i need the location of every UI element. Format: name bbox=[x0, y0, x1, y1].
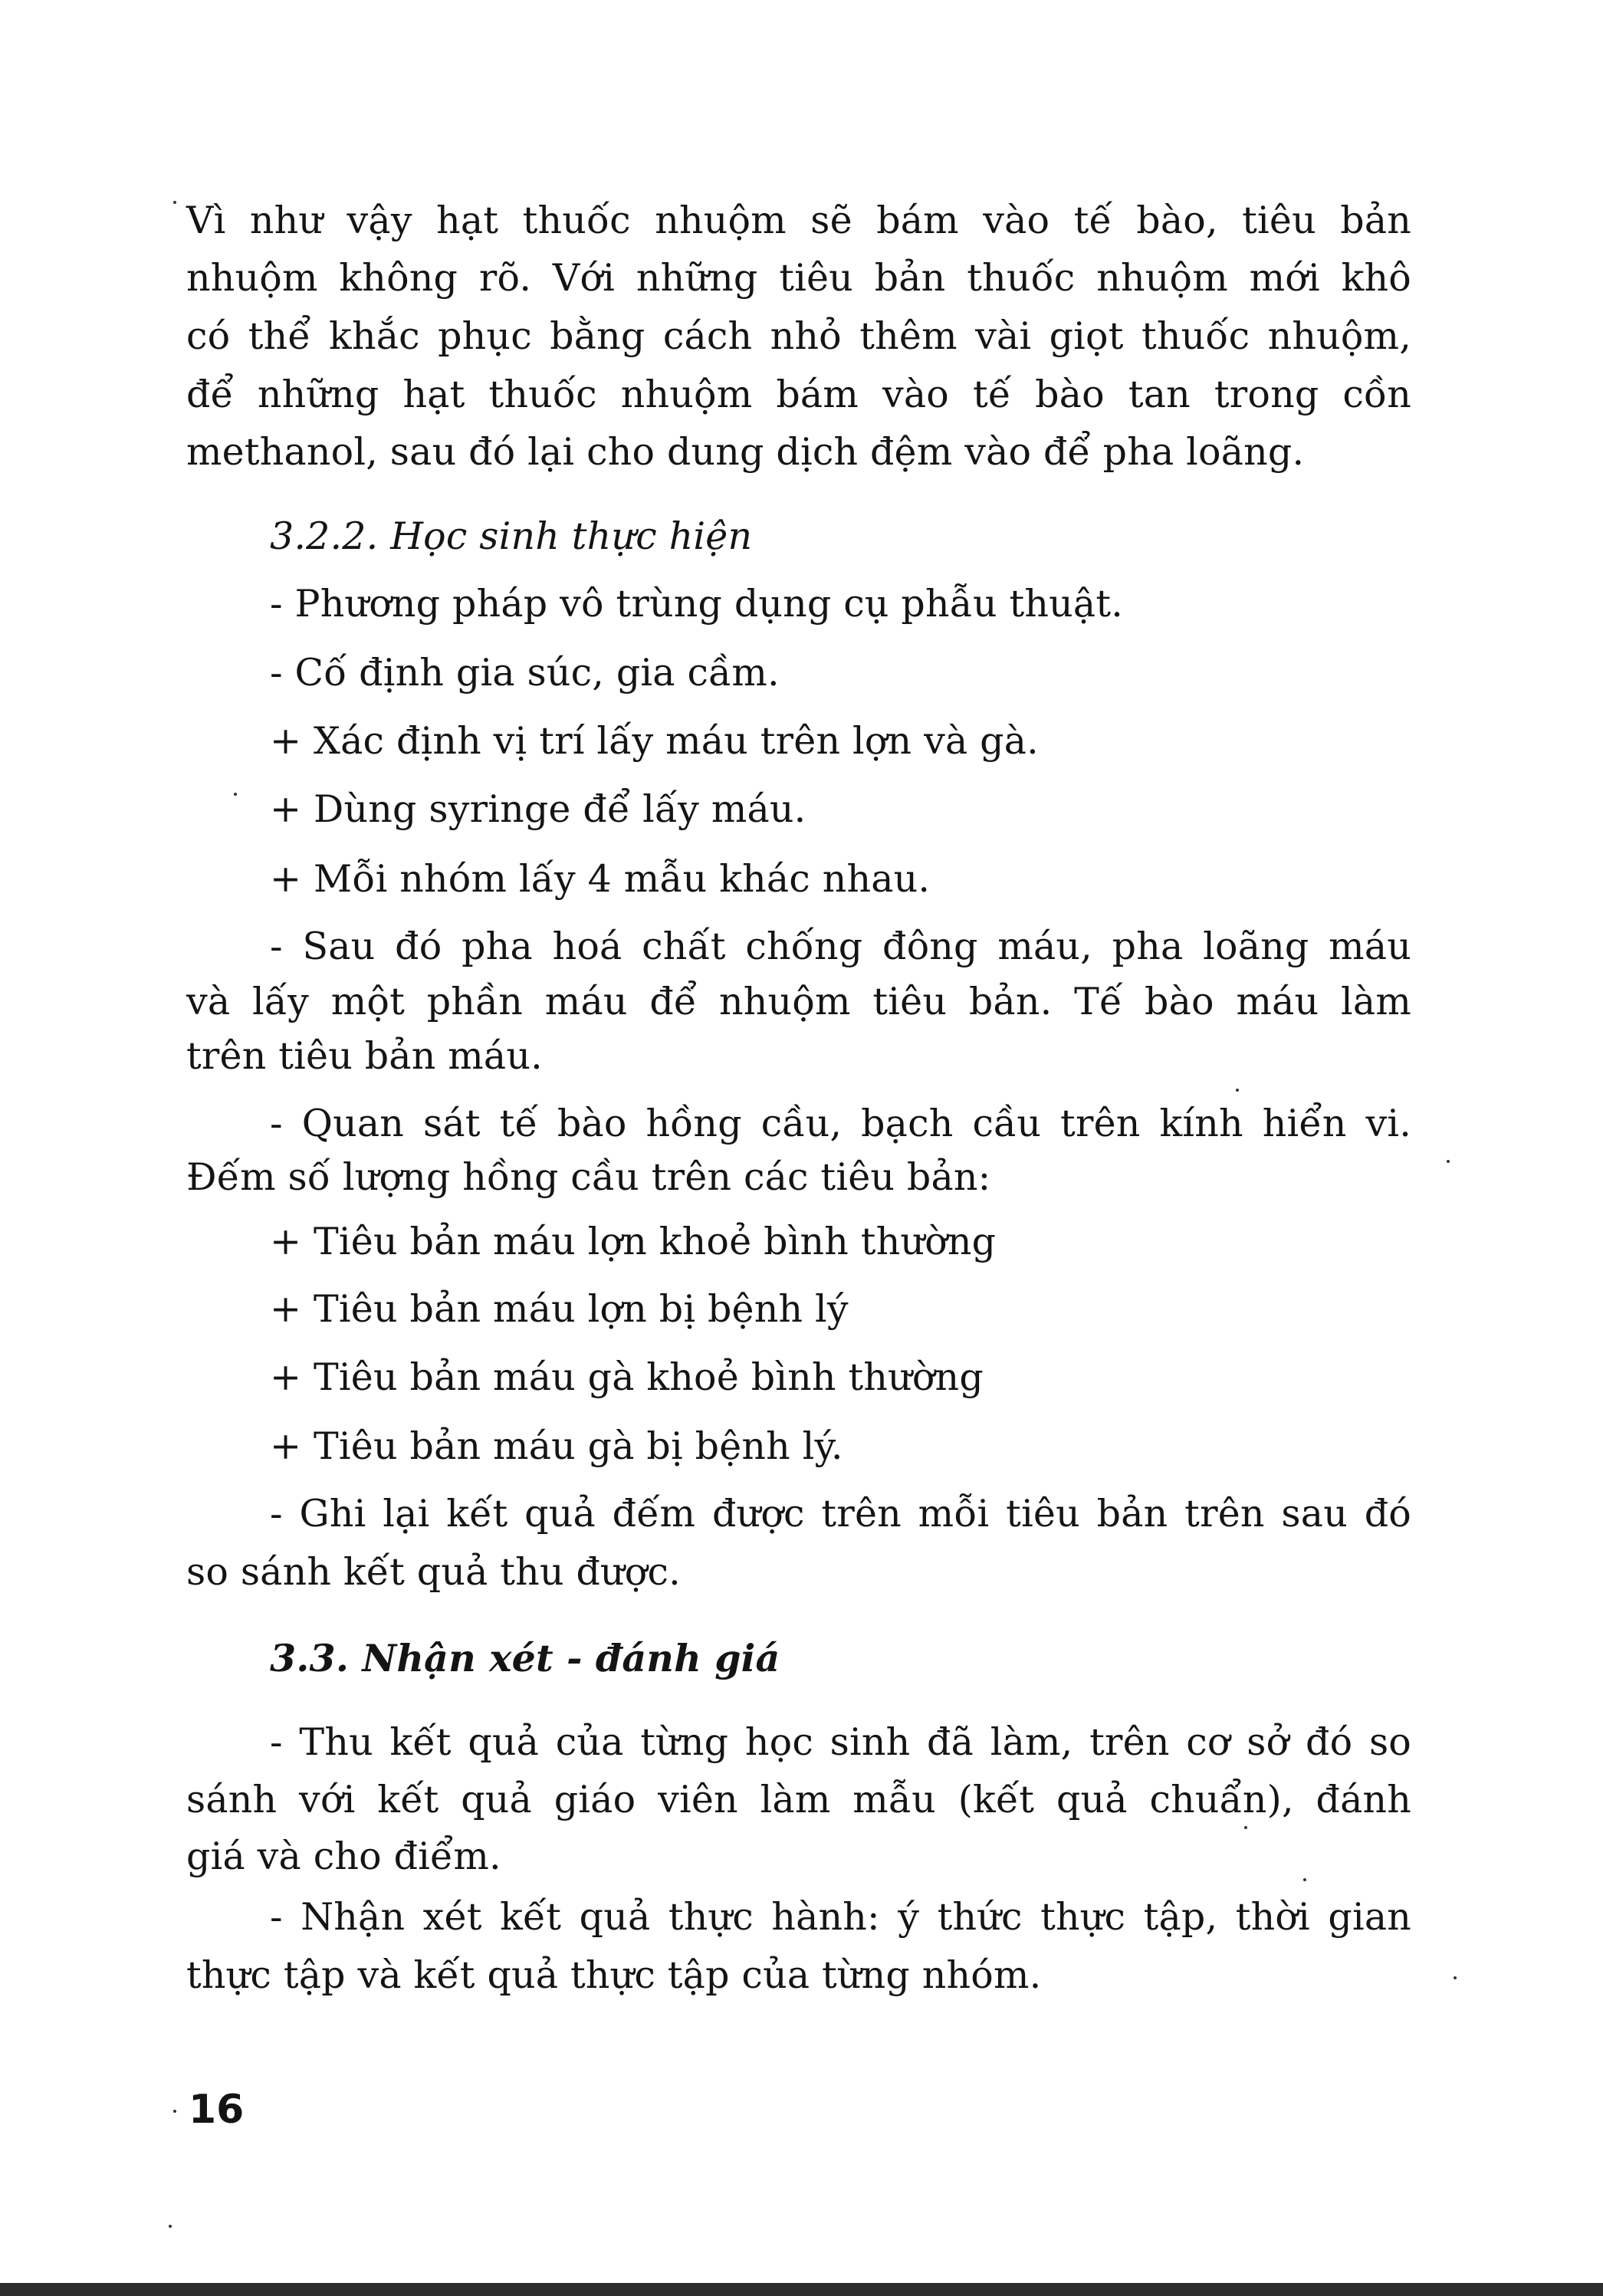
record-line-1: - Ghi lại kết quả đếm được trên mỗi tiêu bản trên sau đó bbox=[270, 1492, 1411, 1536]
page-number: 16 bbox=[189, 2087, 245, 2133]
section-heading-3-2-2: 3.2.2. Học sinh thực hiện bbox=[270, 514, 753, 558]
slide-item-chicken-healthy: + Tiêu bản máu gà khoẻ bình thường bbox=[270, 1355, 984, 1399]
comment-line-1: - Nhận xét kết quả thực hành: ý thức thực tập, thời gian bbox=[270, 1895, 1411, 1939]
dilute-line-3: trên tiêu bản máu. bbox=[186, 1034, 543, 1078]
slide-item-chicken-sick: + Tiêu bản máu gà bị bệnh lý. bbox=[270, 1424, 843, 1468]
scan-speck bbox=[1236, 1089, 1239, 1092]
scan-speck bbox=[1447, 1160, 1450, 1163]
collect-line-3: giá và cho điểm. bbox=[186, 1835, 501, 1878]
scan-speck bbox=[1454, 1976, 1457, 1979]
comment-line-2: thực tập và kết quả thực tập của từng nhóm. bbox=[186, 1953, 1042, 1997]
collect-line-2: sánh với kết quả giáo viên làm mẫu (kết quả chuẩn), đánh bbox=[186, 1778, 1411, 1821]
intro-line-4: để những hạt thuốc nhuộm bám vào tế bào tan trong cồn bbox=[186, 373, 1411, 416]
scan-speck bbox=[169, 2225, 172, 2228]
list-item-syringe: + Dùng syringe để lấy máu. bbox=[270, 787, 806, 831]
dilute-line-2: và lấy một phần máu để nhuộm tiêu bản. Tế bào máu làm bbox=[186, 980, 1411, 1023]
intro-line-1: Vì như vậy hạt thuốc nhuộm sẽ bám vào tế bào, tiêu bản bbox=[186, 199, 1411, 242]
collect-line-1: - Thu kết quả của từng học sinh đã làm, trên cơ sở đó so bbox=[270, 1720, 1411, 1764]
slide-item-pig-healthy: + Tiêu bản máu lợn khoẻ bình thường bbox=[270, 1220, 997, 1263]
scan-speck bbox=[173, 2110, 176, 2113]
list-item-sterilize: - Phương pháp vô trùng dụng cụ phẫu thuật. bbox=[270, 582, 1124, 626]
intro-line-3: có thể khắc phục bằng cách nhỏ thêm vài giọt thuốc nhuộm, bbox=[186, 314, 1411, 358]
scan-speck bbox=[173, 201, 176, 204]
scan-speck bbox=[234, 793, 237, 796]
scan-edge-border bbox=[0, 2283, 1603, 2296]
record-line-2: so sánh kết quả thu được. bbox=[186, 1550, 681, 1594]
list-item-restrain: - Cố định gia súc, gia cầm. bbox=[270, 651, 780, 695]
observe-line-2: Đếm số lượng hồng cầu trên các tiêu bản: bbox=[186, 1155, 991, 1199]
slide-item-pig-sick: + Tiêu bản máu lợn bị bệnh lý bbox=[270, 1287, 849, 1331]
list-item-site: + Xác định vị trí lấy máu trên lợn và gà. bbox=[270, 719, 1039, 763]
scan-speck bbox=[1244, 1826, 1247, 1829]
observe-line-1: - Quan sát tế bào hồng cầu, bạch cầu trên kính hiển vi. bbox=[270, 1102, 1411, 1145]
section-heading-3-3: 3.3. Nhận xét - đánh giá bbox=[270, 1636, 780, 1680]
scan-speck bbox=[1303, 1878, 1306, 1881]
intro-line-2: nhuộm không rõ. Với những tiêu bản thuốc nhuộm mới khô bbox=[186, 256, 1411, 300]
list-item-samples: + Mỗi nhóm lấy 4 mẫu khác nhau. bbox=[270, 857, 931, 901]
dilute-line-1: - Sau đó pha hoá chất chống đông máu, pha loãng máu bbox=[270, 925, 1411, 968]
intro-line-5: methanol, sau đó lại cho dung dịch đệm vào để pha loãng. bbox=[186, 430, 1305, 474]
